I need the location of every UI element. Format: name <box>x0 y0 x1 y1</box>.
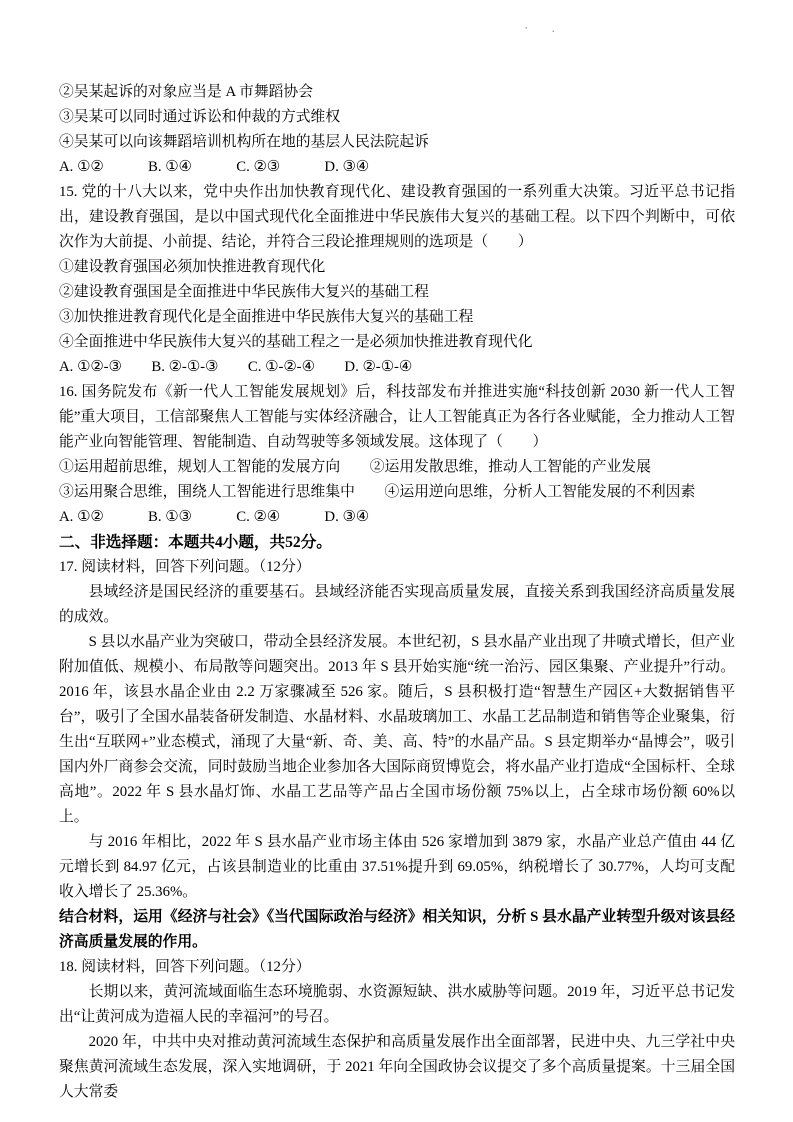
q16-statements-1-2: ①运用超前思维，规划人工智能的发展方向 ②运用发散思维，推动人工智能的产业发展 <box>59 459 651 475</box>
q14-statement-3: ③吴某可以同时通过诉讼和仲裁的方式维权 <box>59 109 341 125</box>
q17-task: 结合材料，运用《经济与社会》《当代国际政治与经济》相关知识，分析 S 县水晶产业转型升级对该县经济高质量发展的作用。 <box>59 909 735 950</box>
q15-statement-4: ④全面推进中华民族伟大复兴的基础工程之一是必须加快推进教育现代化 <box>59 334 533 350</box>
q16-answer-choices: A. ①② B. ①③ C. ②④ D. ③④ <box>59 509 369 525</box>
q17-material-para-3: 与 2016 年相比，2022 年 S 县水晶产业市场主体由 526 家增加到 3879 家，水晶产业总产值由 44 亿元增长到 84.97 亿元，占该县制造业的比重由 37.51%提升到 69.05%，纳税增长了 30.77%，人均可支配收入增长了 25.36%。 <box>59 834 735 900</box>
q18-material-para-2: 2020 年，中共中央对推动黄河流域生态保护和高质量发展作出全面部署，民进中央、九三学社中央聚焦黄河流域生态发展，深入实地调研，于 2021 年向全国政协会议提交了多个高质量提案。十三届全国人大常委 <box>59 1034 735 1100</box>
q14-statement-4: ④吴某可以向该舞蹈培训机构所在地的基层人民法院起诉 <box>59 134 429 150</box>
page-corner-mark: · . <box>524 20 565 35</box>
q15-statement-1: ①建设教育强国必须加快推进教育现代化 <box>59 259 326 275</box>
q15-statement-2: ②建设教育强国是全面推进中华民族伟大复兴的基础工程 <box>59 284 429 300</box>
q15-answer-choices: A. ①②-③ B. ②-①-③ C. ①-②-④ D. ②-①-④ <box>59 359 413 375</box>
q14-statement-2: ②吴某起诉的对象应当是 A 市舞蹈协会 <box>59 84 314 100</box>
question-18-header: 18. 阅读材料，回答下列问题。（12分） <box>59 959 311 975</box>
question-15-stem: 15. 党的十八大以来，党中央作出加快教育现代化、建设教育强国的一系列重大决策。习近平总书记指出，建设教育强国，是以中国式现代化全面推进中华民族伟大复兴的基础工程。以下四个判断中，可依次作为大前提、小前提、结论，并符合三段论推理规则的选项是（ ） <box>59 184 735 250</box>
section-2-header: 二、非选择题：本题共4小题，共52分。 <box>59 534 332 551</box>
q15-statement-3: ③加快推进教育现代化是全面推进中华民族伟大复兴的基础工程 <box>59 309 474 325</box>
question-17-header: 17. 阅读材料，回答下列问题。（12分） <box>59 559 311 575</box>
q18-material-para-1: 长期以来，黄河流域面临生态环境脆弱、水资源短缺、洪水威胁等问题。2019 年，习近平总书记发出“让黄河成为造福人民的幸福河”的号召。 <box>59 984 735 1025</box>
q17-material-para-2: S 县以水晶产业为突破口，带动全县经济发展。本世纪初，S 县水晶产业出现了井喷式增长，但产业附加值低、规模小、布局散等问题突出。2013 年 S 县开始实施“统一治污、园区集聚、产业提升”行动。2016 年，该县水晶企业由 2.2 万家骤减至 526 家。随后，S 县积极打造“智慧生产园区+大数据销售平台”，吸引了全国水晶装备研发制造、水晶材料、水晶玻璃加工、水晶工艺品制造和销售等企业聚集，衍生出“互联网+”业态模式，涌现了大量“新、奇、美、高、特”的水晶产品。S 县定期举办“晶博会”，吸引国内外厂商参会交流，同时鼓励当地企业参加各大国际商贸博览会，将水晶产业打造成“全国标杆、全球高地”。2022 年 S 县水晶灯饰、水晶工艺品等产品占全国市场份额 75%以上，占全球市场份额 60%以上。 <box>59 634 735 825</box>
question-16-stem: 16. 国务院发布《新一代人工智能发展规划》后，科技部发布并推进实施“科技创新 2030 新一代人工智能”重大项目，工信部聚焦人工智能与实体经济融合，让人工智能真正为各行各业赋能，全力推动人工智能产业向智能管理、智能制造、自动驾驶等多领域发展。这体现了（ ） <box>59 384 735 450</box>
exam-content <box>59 80 735 1105</box>
q17-material-para-1: 县域经济是国民经济的重要基石。县域经济能否实现高质量发展，直接关系到我国经济高质量发展的成效。 <box>59 584 735 625</box>
q16-statements-3-4: ③运用聚合思维，围绕人工智能进行思维集中 ④运用逆向思维，分析人工智能发展的不利因素 <box>59 484 696 500</box>
q14-answer-choices: A. ①② B. ①④ C. ②③ D. ③④ <box>59 159 369 175</box>
